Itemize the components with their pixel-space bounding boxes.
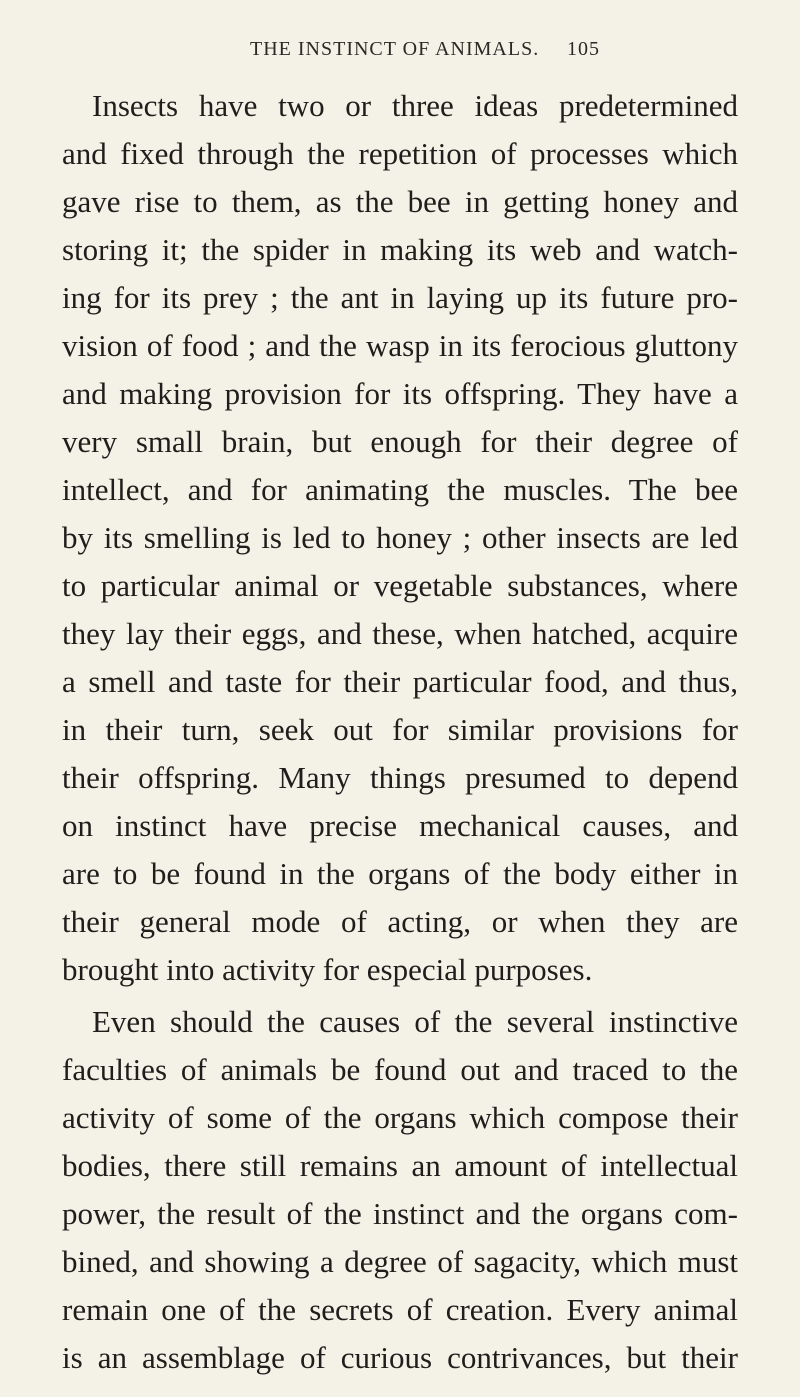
text-line: bined, and showing a degree of sagacity, which must xyxy=(62,1244,738,1279)
text-line: and making provision for its offspring. They have a xyxy=(62,376,738,411)
text-line: power, the result of the instinct and the organs com- xyxy=(62,1196,738,1231)
text-line: very small brain, but enough for their degree of xyxy=(62,424,738,459)
text-line: their offspring. Many things presumed to depend xyxy=(62,760,738,795)
body-text xyxy=(62,82,738,1382)
text-line: their general mode of acting, or when they are xyxy=(62,904,738,939)
page-number: 105 xyxy=(567,38,600,60)
paragraph-1 xyxy=(62,82,738,994)
text-line: ing for its prey ; the ant in laying up its future pro- xyxy=(62,280,738,315)
text-line: by its smelling is led to honey ; other insects are led xyxy=(62,520,738,555)
text-line: are to be found in the organs of the body either in xyxy=(62,856,738,891)
text-line: bodies, there still remains an amount of intellectual xyxy=(62,1148,738,1183)
text-line: storing it; the spider in making its web and watch- xyxy=(62,232,738,267)
text-line: they lay their eggs, and these, when hatched, acquire xyxy=(62,616,738,651)
text-line: gave rise to them, as the bee in getting honey and xyxy=(62,184,738,219)
text-line: to particular animal or vegetable substances, where xyxy=(62,568,738,603)
text-line: Even should the causes of the several instinctive xyxy=(92,1004,738,1039)
text-line: on instinct have precise mechanical causes, and xyxy=(62,808,738,843)
text-line: in their turn, seek out for similar provisions for xyxy=(62,712,738,747)
text-line: activity of some of the organs which compose their xyxy=(62,1100,738,1135)
text-line: remain one of the secrets of creation. Every animal xyxy=(62,1292,738,1327)
text-line: is an assemblage of curious contrivances, but their xyxy=(62,1340,738,1375)
text-line: intellect, and for animating the muscles. The bee xyxy=(62,472,738,507)
running-title: THE INSTINCT OF ANIMALS. xyxy=(250,38,540,60)
text-line: and fixed through the repetition of processes which xyxy=(62,136,738,171)
paragraph-2 xyxy=(62,998,738,1382)
text-line: faculties of animals be found out and traced to the xyxy=(62,1052,738,1087)
text-line: brought into activity for especial purposes. xyxy=(62,952,593,987)
text-line: Insects have two or three ideas predetermined xyxy=(92,88,738,123)
text-line: a smell and taste for their particular food, and thus, xyxy=(62,664,738,699)
text-line: vision of food ; and the wasp in its ferocious gluttony xyxy=(62,328,738,363)
